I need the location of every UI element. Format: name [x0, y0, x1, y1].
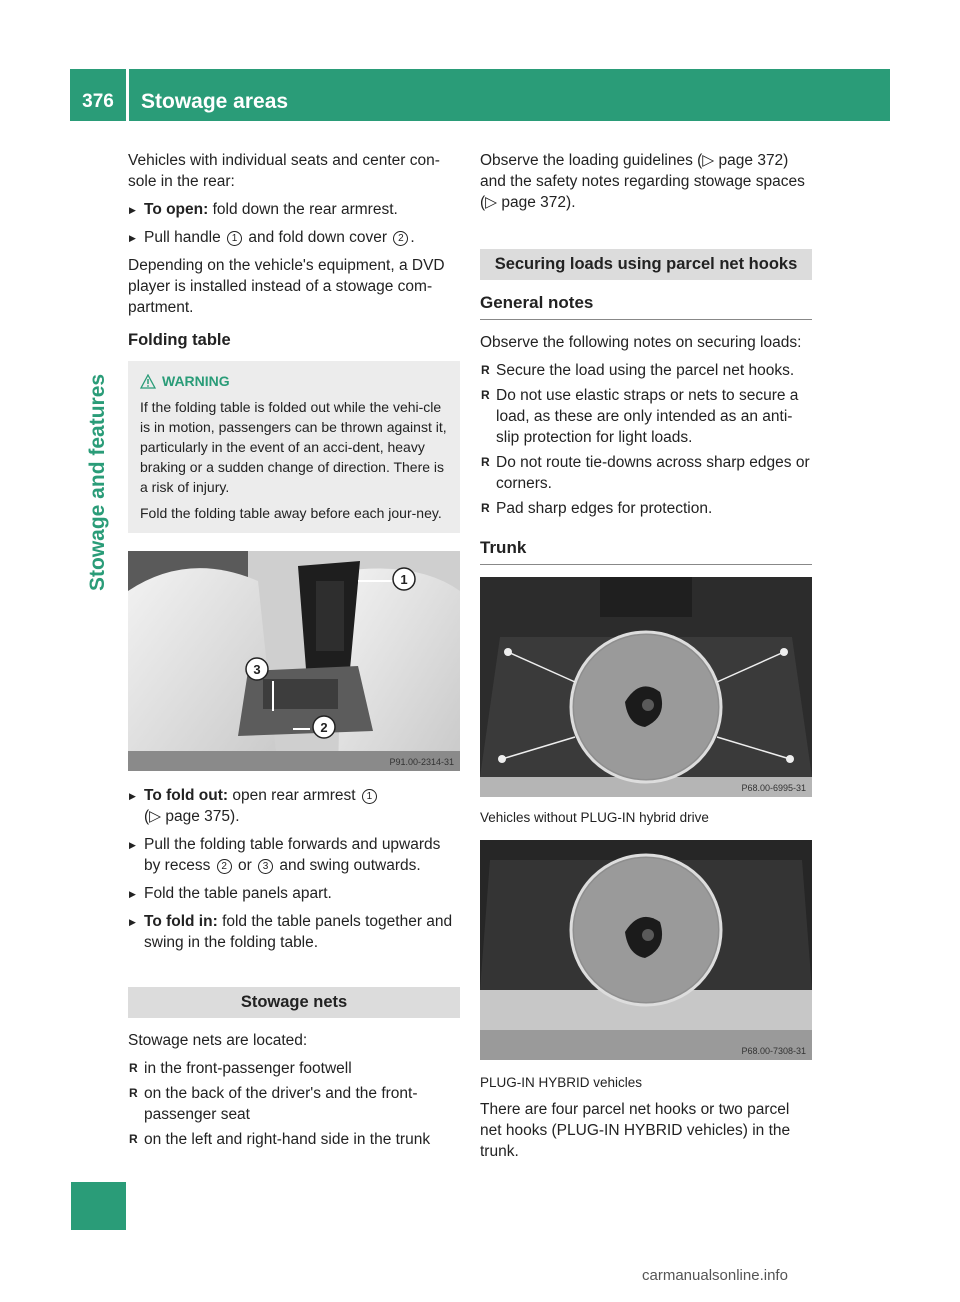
warning-text-1: If the folding table is folded out while the vehi-cle is in motion, passengers can be thrown against it, particularly in the event of an acci-dent, heavy braking or a sudden change of direction. There is a risk of injury.: [140, 399, 447, 495]
photo-code: P68.00-6995-31: [741, 783, 806, 793]
list-item: R on the back of the driver's and the front-passenger seat: [128, 1083, 460, 1125]
callout-1-ref: 1: [227, 231, 242, 246]
header-divider: [126, 69, 129, 121]
trunk-illustration-hybrid: [480, 840, 812, 1060]
list-item: R Do not route tie-downs across sharp edges or corners.: [480, 452, 812, 494]
observe-text: Observe the loading guidelines (▷ page 372) and the safety notes regarding stowage spaces (▷ page 372).: [480, 152, 805, 211]
step-fold-apart: ▶ Fold the table panels apart.: [128, 883, 460, 904]
page-ref-375: (▷ page 375).: [144, 808, 240, 825]
page-number: 376: [82, 91, 114, 112]
armrest-photo: [128, 551, 460, 771]
list-item: R in the front-passenger footwell: [128, 1058, 460, 1079]
section-title: Stowage areas: [141, 90, 289, 113]
callout-2-ref: 2: [393, 231, 408, 246]
side-tab: [71, 121, 126, 591]
step-pull-handle: ▶ Pull handle 1 and fold down cover 2 .: [128, 227, 460, 248]
list-item: R Pad sharp edges for protection.: [480, 498, 812, 519]
nets-intro: Stowage nets are located:: [128, 1032, 308, 1049]
trunk-photo-standard: [480, 577, 812, 797]
step-fold-out: ▶ To fold out: open rear armrest 1 (▷ page 375).: [128, 785, 460, 827]
photo-code: P91.00-2314-31: [389, 757, 454, 767]
step-pull-table: ▶ Pull the folding table forwards and upwards by recess 2 or 3 and swing outwards.: [128, 834, 460, 876]
armrest-illustration: [128, 551, 460, 771]
photo-code: P68.00-7308-31: [741, 1046, 806, 1056]
side-tab-label: Stowage and features: [86, 373, 109, 591]
list-item: R Do not use elastic straps or nets to secure a load, as these are only intended as an anti-slip protection for light loads.: [480, 385, 812, 448]
securing-loads-heading: Securing loads using parcel net hooks: [480, 249, 812, 280]
callout-2-label: 2: [320, 720, 328, 735]
warning-box: [128, 361, 460, 533]
stowage-nets-heading: Stowage nets: [128, 987, 460, 1018]
caption-standard: Vehicles without PLUG-IN hybrid drive: [480, 810, 709, 825]
intro-text: Vehicles with individual seats and center con-sole in the rear:: [128, 152, 440, 190]
general-notes-heading: General notes: [480, 292, 812, 320]
callout-3-label: 3: [253, 662, 261, 677]
trunk-illustration-standard: [480, 577, 812, 797]
warning-text-2: Fold the folding table away before each jour-ney.: [140, 505, 442, 521]
general-intro: Observe the following notes on securing loads:: [480, 334, 802, 351]
watermark: carmanualsonline.info: [642, 1267, 788, 1284]
trunk-photo-hybrid: [480, 840, 812, 1060]
trunk-heading: Trunk: [480, 537, 812, 565]
warning-triangle-icon: [140, 374, 156, 389]
list-item: R on the left and right-hand side in the trunk: [128, 1129, 460, 1150]
step-open: ▶ To open: fold down the rear armrest.: [128, 199, 460, 220]
warning-title: WARNING: [140, 371, 450, 391]
right-column: [480, 150, 812, 1169]
side-tab-marker: [71, 1182, 126, 1230]
callout-1-label: 1: [400, 572, 408, 587]
folding-table-heading: Folding table: [128, 331, 231, 349]
caption-hybrid: PLUG-IN HYBRID vehicles: [480, 1075, 643, 1090]
final-text: There are four parcel net hooks or two parcel net hooks (PLUG-IN HYBRID vehicles) in the trunk.: [480, 1101, 791, 1160]
step-fold-in: ▶ To fold in: fold the table panels together and swing in the folding table.: [128, 911, 460, 953]
list-item: R Secure the load using the parcel net hooks.: [480, 360, 812, 381]
dvd-note: Depending on the vehicle's equipment, a DVD player is installed instead of a stowage com-partment.: [128, 257, 445, 316]
left-column: [128, 150, 460, 1154]
